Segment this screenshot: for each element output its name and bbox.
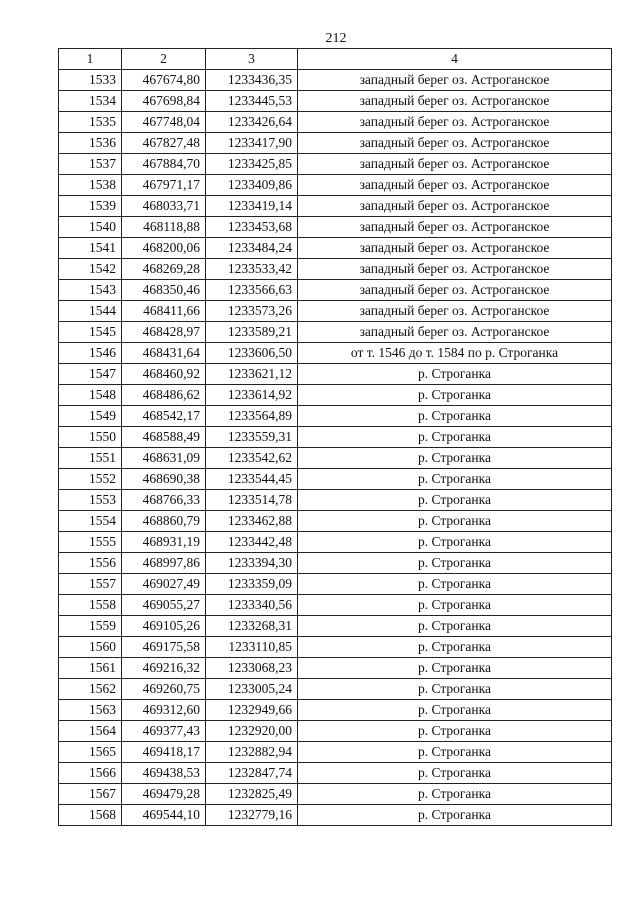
cell-x-coordinate: 469418,17 <box>122 742 206 763</box>
cell-description: р. Строганка <box>298 490 612 511</box>
cell-y-coordinate: 1233614,92 <box>206 385 298 406</box>
table-row <box>59 763 612 784</box>
cell-x-coordinate: 468350,46 <box>122 280 206 301</box>
cell-point-number: 1549 <box>59 406 122 427</box>
cell-y-coordinate: 1233453,68 <box>206 217 298 238</box>
cell-point-number: 1562 <box>59 679 122 700</box>
cell-x-coordinate: 468431,64 <box>122 343 206 364</box>
table-row <box>59 91 612 112</box>
cell-point-number: 1535 <box>59 112 122 133</box>
cell-description: западный берег оз. Астроганское <box>298 217 612 238</box>
cell-point-number: 1550 <box>59 427 122 448</box>
cell-y-coordinate: 1233533,42 <box>206 259 298 280</box>
cell-x-coordinate: 468997,86 <box>122 553 206 574</box>
cell-x-coordinate: 468860,79 <box>122 511 206 532</box>
cell-description: западный берег оз. Астроганское <box>298 70 612 91</box>
cell-point-number: 1541 <box>59 238 122 259</box>
table-row <box>59 364 612 385</box>
cell-description: западный берег оз. Астроганское <box>298 196 612 217</box>
table-header-row <box>59 49 612 70</box>
coordinates-table <box>58 48 612 826</box>
cell-x-coordinate: 468033,71 <box>122 196 206 217</box>
cell-description: р. Строганка <box>298 553 612 574</box>
cell-x-coordinate: 468269,28 <box>122 259 206 280</box>
table-row <box>59 70 612 91</box>
cell-description: р. Строганка <box>298 532 612 553</box>
cell-description: р. Строганка <box>298 616 612 637</box>
cell-description: западный берег оз. Астроганское <box>298 322 612 343</box>
cell-point-number: 1546 <box>59 343 122 364</box>
cell-y-coordinate: 1233559,31 <box>206 427 298 448</box>
cell-x-coordinate: 467884,70 <box>122 154 206 175</box>
cell-point-number: 1544 <box>59 301 122 322</box>
cell-point-number: 1548 <box>59 385 122 406</box>
cell-x-coordinate: 468588,49 <box>122 427 206 448</box>
cell-y-coordinate: 1232825,49 <box>206 784 298 805</box>
table-row <box>59 385 612 406</box>
cell-x-coordinate: 468631,09 <box>122 448 206 469</box>
page-number: 212 <box>325 31 347 46</box>
cell-point-number: 1534 <box>59 91 122 112</box>
cell-point-number: 1560 <box>59 637 122 658</box>
table-row <box>59 238 612 259</box>
cell-y-coordinate: 1233514,78 <box>206 490 298 511</box>
cell-y-coordinate: 1233589,21 <box>206 322 298 343</box>
cell-description: р. Строганка <box>298 595 612 616</box>
column-header-point: 1 <box>59 49 122 70</box>
table-row <box>59 175 612 196</box>
cell-description: р. Строганка <box>298 511 612 532</box>
cell-y-coordinate: 1233419,14 <box>206 196 298 217</box>
cell-description: р. Строганка <box>298 784 612 805</box>
cell-y-coordinate: 1233606,50 <box>206 343 298 364</box>
cell-description: р. Строганка <box>298 721 612 742</box>
cell-point-number: 1536 <box>59 133 122 154</box>
table-row <box>59 301 612 322</box>
cell-x-coordinate: 468118,88 <box>122 217 206 238</box>
cell-point-number: 1552 <box>59 469 122 490</box>
table-row <box>59 133 612 154</box>
table-row <box>59 637 612 658</box>
cell-x-coordinate: 469105,26 <box>122 616 206 637</box>
table-row <box>59 658 612 679</box>
cell-x-coordinate: 469055,27 <box>122 595 206 616</box>
cell-y-coordinate: 1233621,12 <box>206 364 298 385</box>
cell-point-number: 1558 <box>59 595 122 616</box>
cell-point-number: 1543 <box>59 280 122 301</box>
cell-x-coordinate: 468766,33 <box>122 490 206 511</box>
table-row <box>59 406 612 427</box>
cell-y-coordinate: 1233268,31 <box>206 616 298 637</box>
cell-x-coordinate: 467698,84 <box>122 91 206 112</box>
cell-description: р. Строганка <box>298 469 612 490</box>
table-row <box>59 553 612 574</box>
cell-y-coordinate: 1232847,74 <box>206 763 298 784</box>
table-row <box>59 343 612 364</box>
table-row <box>59 679 612 700</box>
cell-x-coordinate: 469479,28 <box>122 784 206 805</box>
cell-x-coordinate: 468486,62 <box>122 385 206 406</box>
cell-description: западный берег оз. Астроганское <box>298 175 612 196</box>
cell-description: р. Строганка <box>298 637 612 658</box>
cell-point-number: 1537 <box>59 154 122 175</box>
cell-y-coordinate: 1233462,88 <box>206 511 298 532</box>
cell-point-number: 1556 <box>59 553 122 574</box>
cell-description: р. Строганка <box>298 427 612 448</box>
cell-point-number: 1547 <box>59 364 122 385</box>
cell-description: западный берег оз. Астроганское <box>298 301 612 322</box>
cell-description: западный берег оз. Астроганское <box>298 280 612 301</box>
table-row <box>59 721 612 742</box>
table-row <box>59 469 612 490</box>
cell-point-number: 1564 <box>59 721 122 742</box>
table-row <box>59 784 612 805</box>
cell-description: р. Строганка <box>298 763 612 784</box>
cell-description: западный берег оз. Астроганское <box>298 154 612 175</box>
cell-y-coordinate: 1233110,85 <box>206 637 298 658</box>
table-row <box>59 700 612 721</box>
cell-x-coordinate: 469216,32 <box>122 658 206 679</box>
cell-y-coordinate: 1232779,16 <box>206 805 298 826</box>
cell-description: западный берег оз. Астроганское <box>298 91 612 112</box>
cell-point-number: 1563 <box>59 700 122 721</box>
cell-point-number: 1557 <box>59 574 122 595</box>
table-row <box>59 448 612 469</box>
cell-point-number: 1533 <box>59 70 122 91</box>
cell-description: р. Строганка <box>298 742 612 763</box>
cell-x-coordinate: 469312,60 <box>122 700 206 721</box>
cell-y-coordinate: 1233445,53 <box>206 91 298 112</box>
table-row <box>59 490 612 511</box>
cell-y-coordinate: 1233573,26 <box>206 301 298 322</box>
cell-point-number: 1540 <box>59 217 122 238</box>
cell-y-coordinate: 1232920,00 <box>206 721 298 742</box>
cell-y-coordinate: 1233340,56 <box>206 595 298 616</box>
cell-x-coordinate: 469544,10 <box>122 805 206 826</box>
table-row <box>59 112 612 133</box>
cell-y-coordinate: 1233417,90 <box>206 133 298 154</box>
cell-y-coordinate: 1233359,09 <box>206 574 298 595</box>
cell-point-number: 1551 <box>59 448 122 469</box>
cell-point-number: 1565 <box>59 742 122 763</box>
cell-point-number: 1567 <box>59 784 122 805</box>
cell-point-number: 1542 <box>59 259 122 280</box>
cell-point-number: 1553 <box>59 490 122 511</box>
cell-x-coordinate: 469438,53 <box>122 763 206 784</box>
table-row <box>59 217 612 238</box>
cell-point-number: 1554 <box>59 511 122 532</box>
cell-description: р. Строганка <box>298 448 612 469</box>
cell-point-number: 1559 <box>59 616 122 637</box>
cell-description: западный берег оз. Астроганское <box>298 133 612 154</box>
cell-description: р. Строганка <box>298 805 612 826</box>
cell-y-coordinate: 1233544,45 <box>206 469 298 490</box>
cell-description: западный берег оз. Астроганское <box>298 259 612 280</box>
cell-point-number: 1539 <box>59 196 122 217</box>
cell-y-coordinate: 1233442,48 <box>206 532 298 553</box>
cell-description: западный берег оз. Астроганское <box>298 112 612 133</box>
cell-x-coordinate: 469027,49 <box>122 574 206 595</box>
cell-description: р. Строганка <box>298 364 612 385</box>
cell-point-number: 1568 <box>59 805 122 826</box>
table-row <box>59 196 612 217</box>
table-row <box>59 574 612 595</box>
table-row <box>59 154 612 175</box>
cell-x-coordinate: 469377,43 <box>122 721 206 742</box>
cell-y-coordinate: 1232882,94 <box>206 742 298 763</box>
column-header-x: 2 <box>122 49 206 70</box>
column-header-description: 4 <box>298 49 612 70</box>
cell-y-coordinate: 1232949,66 <box>206 700 298 721</box>
table-row <box>59 280 612 301</box>
cell-x-coordinate: 468931,19 <box>122 532 206 553</box>
cell-description: р. Строганка <box>298 574 612 595</box>
cell-y-coordinate: 1233484,24 <box>206 238 298 259</box>
cell-description: р. Строганка <box>298 385 612 406</box>
cell-description: р. Строганка <box>298 679 612 700</box>
cell-y-coordinate: 1233564,89 <box>206 406 298 427</box>
cell-x-coordinate: 468690,38 <box>122 469 206 490</box>
table-row <box>59 427 612 448</box>
cell-y-coordinate: 1233005,24 <box>206 679 298 700</box>
cell-description: западный берег оз. Астроганское <box>298 238 612 259</box>
table-row <box>59 532 612 553</box>
cell-point-number: 1561 <box>59 658 122 679</box>
cell-x-coordinate: 467827,48 <box>122 133 206 154</box>
cell-x-coordinate: 467971,17 <box>122 175 206 196</box>
cell-x-coordinate: 467748,04 <box>122 112 206 133</box>
cell-x-coordinate: 468428,97 <box>122 322 206 343</box>
cell-description: р. Строганка <box>298 658 612 679</box>
table-body <box>59 70 612 826</box>
cell-y-coordinate: 1233426,64 <box>206 112 298 133</box>
table-row <box>59 511 612 532</box>
cell-description: р. Строганка <box>298 700 612 721</box>
cell-y-coordinate: 1233566,63 <box>206 280 298 301</box>
cell-x-coordinate: 468411,66 <box>122 301 206 322</box>
column-header-y: 3 <box>206 49 298 70</box>
cell-description: р. Строганка <box>298 406 612 427</box>
cell-y-coordinate: 1233409,86 <box>206 175 298 196</box>
table-row <box>59 805 612 826</box>
cell-description: от т. 1546 до т. 1584 по р. Строганка <box>298 343 612 364</box>
cell-y-coordinate: 1233394,30 <box>206 553 298 574</box>
table-row <box>59 742 612 763</box>
cell-y-coordinate: 1233436,35 <box>206 70 298 91</box>
cell-x-coordinate: 467674,80 <box>122 70 206 91</box>
cell-y-coordinate: 1233542,62 <box>206 448 298 469</box>
cell-x-coordinate: 468542,17 <box>122 406 206 427</box>
cell-y-coordinate: 1233425,85 <box>206 154 298 175</box>
cell-x-coordinate: 469260,75 <box>122 679 206 700</box>
cell-x-coordinate: 468200,06 <box>122 238 206 259</box>
cell-point-number: 1566 <box>59 763 122 784</box>
table-row <box>59 322 612 343</box>
cell-point-number: 1538 <box>59 175 122 196</box>
cell-x-coordinate: 468460,92 <box>122 364 206 385</box>
cell-point-number: 1545 <box>59 322 122 343</box>
cell-x-coordinate: 469175,58 <box>122 637 206 658</box>
table-row <box>59 259 612 280</box>
table-row <box>59 595 612 616</box>
cell-y-coordinate: 1233068,23 <box>206 658 298 679</box>
table-row <box>59 616 612 637</box>
cell-point-number: 1555 <box>59 532 122 553</box>
